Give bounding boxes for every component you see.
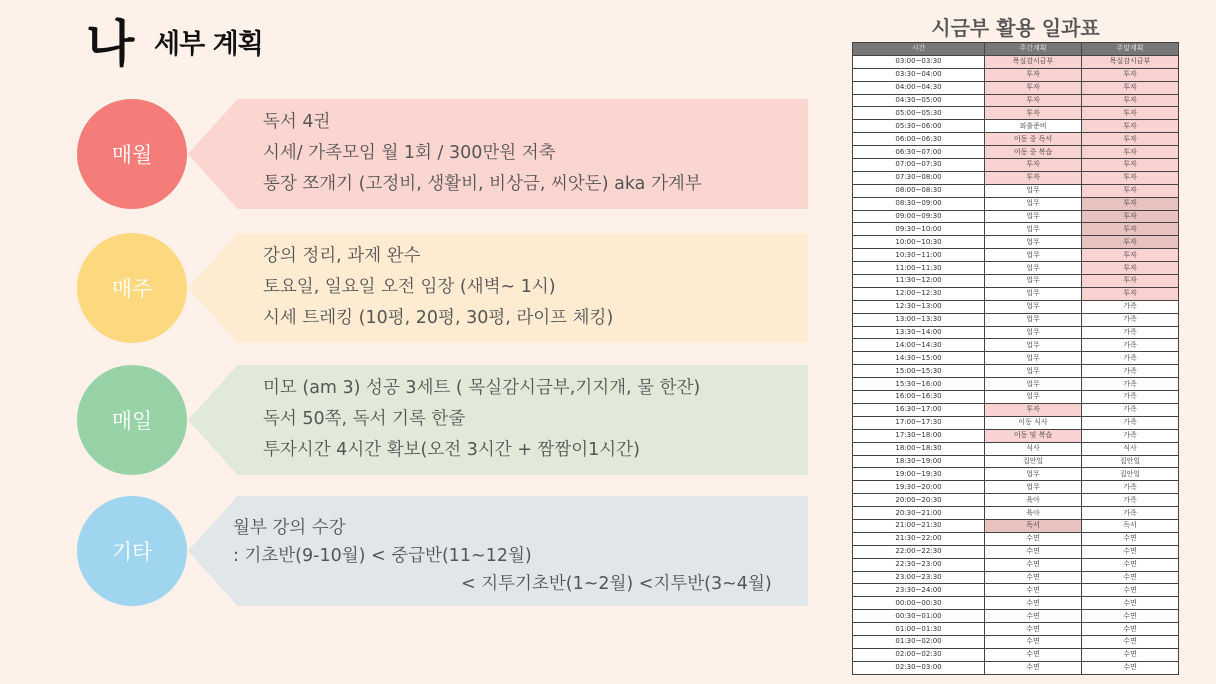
- weekend-cell: 수면: [1082, 635, 1179, 648]
- timetable-row: [853, 159, 1179, 172]
- time-cell: 17:30~18:00: [853, 429, 985, 442]
- timetable-row: [853, 571, 1179, 584]
- time-cell: 19:00~19:30: [853, 468, 985, 481]
- weekend-cell: 수면: [1082, 558, 1179, 571]
- weekend-cell: 투자: [1082, 171, 1179, 184]
- label-text: 매일: [111, 409, 153, 433]
- weekend-cell: 수면: [1082, 532, 1179, 545]
- timetable: [852, 42, 1179, 675]
- plan-lines: [233, 514, 772, 598]
- timetable-row: [853, 468, 1179, 481]
- weekend-cell: 투자: [1082, 210, 1179, 223]
- time-cell: 06:00~06:30: [853, 133, 985, 146]
- weekend-cell: 투자: [1082, 68, 1179, 81]
- weekday-cell: 업무: [985, 339, 1082, 352]
- time-cell: 15:30~16:00: [853, 378, 985, 391]
- time-cell: 15:00~15:30: [853, 365, 985, 378]
- timetable-row: [853, 107, 1179, 120]
- weekend-cell: 투자: [1082, 249, 1179, 262]
- weekend-cell: 수면: [1082, 597, 1179, 610]
- weekend-cell: 가족: [1082, 378, 1179, 391]
- weekday-cell: 수면: [985, 648, 1082, 661]
- time-cell: 04:30~05:00: [853, 94, 985, 107]
- time-cell: 08:00~08:30: [853, 184, 985, 197]
- weekend-cell: 투자: [1082, 159, 1179, 172]
- label-text: 매월: [111, 143, 153, 167]
- plan-lines: [263, 241, 613, 334]
- column-header: 주말계획: [1082, 43, 1179, 56]
- timetable-row: [853, 545, 1179, 558]
- time-cell: 17:00~17:30: [853, 416, 985, 429]
- weekend-cell: 가족: [1082, 429, 1179, 442]
- time-cell: 18:00~18:30: [853, 442, 985, 455]
- weekday-cell: 업무: [985, 481, 1082, 494]
- timetable-row: [853, 648, 1179, 661]
- timetable-row: [853, 378, 1179, 391]
- weekend-cell: 식사: [1082, 442, 1179, 455]
- time-cell: 04:00~04:30: [853, 81, 985, 94]
- plan-line: 강의 정리, 과제 완수: [263, 246, 421, 266]
- label-circle: [77, 99, 187, 209]
- weekday-cell: 업무: [985, 275, 1082, 288]
- weekend-cell: 가족: [1082, 481, 1179, 494]
- timetable-row: [853, 171, 1179, 184]
- timetable-row: [853, 249, 1179, 262]
- weekday-cell: 식사: [985, 442, 1082, 455]
- weekend-cell: 수면: [1082, 648, 1179, 661]
- plan-lines: [263, 107, 702, 200]
- time-cell: 23:00~23:30: [853, 571, 985, 584]
- weekday-cell: 수면: [985, 635, 1082, 648]
- weekday-cell: 투자: [985, 94, 1082, 107]
- column-header: 시간: [853, 43, 985, 56]
- time-cell: 20:00~20:30: [853, 494, 985, 507]
- plan-lines: [263, 373, 700, 466]
- plan-line: : 기초반(9-10월) < 중급반(11~12월): [233, 546, 532, 566]
- plan-line: 투자시간 4시간 확보(오전 3시간 + 짬짬이1시간): [263, 440, 640, 460]
- timetable-row: [853, 197, 1179, 210]
- timetable-row: [853, 558, 1179, 571]
- weekend-cell: 투자: [1082, 262, 1179, 275]
- weekend-cell: 투자: [1082, 197, 1179, 210]
- timetable-header-row: [853, 43, 1179, 56]
- weekday-cell: 수면: [985, 571, 1082, 584]
- weekday-cell: 업무: [985, 184, 1082, 197]
- weekend-cell: 가족: [1082, 300, 1179, 313]
- weekday-cell: 수면: [985, 623, 1082, 636]
- weekday-cell: 업무: [985, 236, 1082, 249]
- weekend-cell: 가족: [1082, 391, 1179, 404]
- timetable-row: [853, 403, 1179, 416]
- weekend-cell: 투자: [1082, 81, 1179, 94]
- time-cell: 22:00~22:30: [853, 545, 985, 558]
- timetable-row: [853, 519, 1179, 532]
- time-cell: 18:30~19:00: [853, 455, 985, 468]
- plan-line: 시세 트레킹 (10평, 20평, 30평, 라이프 체킹): [263, 308, 614, 328]
- weekday-cell: 이동 중 복습: [985, 146, 1082, 159]
- weekend-cell: 목실감시금부: [1082, 55, 1179, 68]
- weekday-cell: 육아: [985, 507, 1082, 520]
- weekday-cell: 수면: [985, 610, 1082, 623]
- column-header: 주간계획: [985, 43, 1082, 56]
- time-cell: 00:30~01:00: [853, 610, 985, 623]
- time-cell: 22:30~23:00: [853, 558, 985, 571]
- weekend-cell: 가족: [1082, 339, 1179, 352]
- timetable-row: [853, 68, 1179, 81]
- weekday-cell: 업무: [985, 287, 1082, 300]
- weekday-cell: 이동 식사: [985, 416, 1082, 429]
- timetable-row: [853, 339, 1179, 352]
- timetable-row: [853, 120, 1179, 133]
- time-cell: 21:30~22:00: [853, 532, 985, 545]
- timetable-row: [853, 661, 1179, 674]
- time-cell: 03:00~03:30: [853, 55, 985, 68]
- time-cell: 21:00~21:30: [853, 519, 985, 532]
- label-circle: [77, 233, 187, 343]
- time-cell: 10:00~10:30: [853, 236, 985, 249]
- weekend-cell: 투자: [1082, 275, 1179, 288]
- weekday-cell: 업무: [985, 223, 1082, 236]
- weekend-cell: 수면: [1082, 584, 1179, 597]
- weekday-cell: 이동 중 독서: [985, 133, 1082, 146]
- time-cell: 11:00~11:30: [853, 262, 985, 275]
- timetable-row: [853, 236, 1179, 249]
- timetable-row: [853, 507, 1179, 520]
- weekday-cell: 업무: [985, 326, 1082, 339]
- timetable-row: [853, 623, 1179, 636]
- time-cell: 23:30~24:00: [853, 584, 985, 597]
- weekday-cell: 수면: [985, 532, 1082, 545]
- weekend-cell: 수면: [1082, 545, 1179, 558]
- timetable-row: [853, 133, 1179, 146]
- weekend-cell: 가족: [1082, 494, 1179, 507]
- weekend-cell: 독서: [1082, 519, 1179, 532]
- timetable-row: [853, 442, 1179, 455]
- plan-line: 미모 (am 3) 성공 3세트 ( 목실감시금부,기지개, 물 한잔): [263, 378, 701, 398]
- time-cell: 20:30~21:00: [853, 507, 985, 520]
- time-cell: 14:00~14:30: [853, 339, 985, 352]
- timetable-row: [853, 210, 1179, 223]
- weekend-cell: 가족: [1082, 313, 1179, 326]
- weekday-cell: 집안일: [985, 455, 1082, 468]
- weekday-cell: 업무: [985, 365, 1082, 378]
- timetable-row: [853, 275, 1179, 288]
- weekend-cell: 수면: [1082, 571, 1179, 584]
- weekend-cell: 가족: [1082, 365, 1179, 378]
- weekend-cell: 투자: [1082, 287, 1179, 300]
- weekday-cell: 업무: [985, 391, 1082, 404]
- time-cell: 00:00~00:30: [853, 597, 985, 610]
- time-cell: 16:30~17:00: [853, 403, 985, 416]
- timetable-row: [853, 300, 1179, 313]
- weekday-cell: 수면: [985, 558, 1082, 571]
- time-cell: 01:00~01:30: [853, 623, 985, 636]
- weekday-cell: 수면: [985, 584, 1082, 597]
- weekend-cell: 가족: [1082, 352, 1179, 365]
- timetable-row: [853, 352, 1179, 365]
- time-cell: 11:30~12:00: [853, 275, 985, 288]
- weekday-cell: 투자: [985, 159, 1082, 172]
- time-cell: 08:30~09:00: [853, 197, 985, 210]
- weekday-cell: 업무: [985, 262, 1082, 275]
- plan-row-weekly: [0, 233, 820, 353]
- label-circle: [77, 496, 187, 606]
- time-cell: 02:30~03:00: [853, 661, 985, 674]
- weekend-cell: 투자: [1082, 120, 1179, 133]
- weekday-cell: 업무: [985, 210, 1082, 223]
- time-cell: 16:00~16:30: [853, 391, 985, 404]
- time-cell: 12:00~12:30: [853, 287, 985, 300]
- weekend-cell: 가족: [1082, 416, 1179, 429]
- timetable-row: [853, 94, 1179, 107]
- section-number: 나: [86, 15, 133, 73]
- weekend-cell: 수면: [1082, 661, 1179, 674]
- timetable-row: [853, 365, 1179, 378]
- time-cell: 05:30~06:00: [853, 120, 985, 133]
- plan-line: 독서 4권: [263, 112, 331, 132]
- weekend-cell: 투자: [1082, 94, 1179, 107]
- weekday-cell: 투자: [985, 171, 1082, 184]
- label-text: 매주: [111, 277, 153, 301]
- timetable-row: [853, 481, 1179, 494]
- weekend-cell: 가족: [1082, 507, 1179, 520]
- time-cell: 09:00~09:30: [853, 210, 985, 223]
- timetable-row: [853, 262, 1179, 275]
- plan-line: 토요일, 일요일 오전 임장 (새벽~ 1시): [263, 277, 556, 297]
- weekday-cell: 업무: [985, 197, 1082, 210]
- section-title: 세부 계획: [154, 29, 263, 60]
- timetable-row: [853, 223, 1179, 236]
- weekend-cell: 가족: [1082, 403, 1179, 416]
- weekend-cell: 투자: [1082, 133, 1179, 146]
- weekday-cell: 목실감시금부: [985, 55, 1082, 68]
- time-cell: 14:30~15:00: [853, 352, 985, 365]
- timetable-body: [853, 55, 1179, 674]
- time-cell: 12:30~13:00: [853, 300, 985, 313]
- weekend-cell: 집안일: [1082, 455, 1179, 468]
- weekend-cell: 투자: [1082, 223, 1179, 236]
- timetable-row: [853, 532, 1179, 545]
- weekend-cell: 투자: [1082, 184, 1179, 197]
- timetable-row: [853, 429, 1179, 442]
- weekend-cell: 투자: [1082, 107, 1179, 120]
- timetable-row: [853, 326, 1179, 339]
- label-circle: [77, 365, 187, 475]
- timetable-row: [853, 55, 1179, 68]
- timetable-row: [853, 81, 1179, 94]
- plan-line: 시세/ 가족모임 월 1회 / 300만원 저축: [263, 143, 556, 163]
- timetable-row: [853, 584, 1179, 597]
- timetable-row: [853, 597, 1179, 610]
- timetable-row: [853, 610, 1179, 623]
- timetable-row: [853, 635, 1179, 648]
- weekday-cell: 육아: [985, 494, 1082, 507]
- weekend-cell: 투자: [1082, 146, 1179, 159]
- plan-line: < 지투기초반(1~2월) <지투반(3~4월): [461, 574, 772, 594]
- time-cell: 06:30~07:00: [853, 146, 985, 159]
- timetable-row: [853, 146, 1179, 159]
- time-cell: 09:30~10:00: [853, 223, 985, 236]
- plan-line: 통장 쪼개기 (고정비, 생활비, 비상금, 씨앗돈) aka 가계부: [263, 174, 702, 194]
- timetable-row: [853, 184, 1179, 197]
- time-cell: 05:00~05:30: [853, 107, 985, 120]
- weekend-cell: 수면: [1082, 610, 1179, 623]
- weekday-cell: 외출준비: [985, 120, 1082, 133]
- timetable-row: [853, 313, 1179, 326]
- time-cell: 07:30~08:00: [853, 171, 985, 184]
- plan-line: 독서 50쪽, 독서 기록 한줄: [263, 409, 466, 429]
- timetable-row: [853, 287, 1179, 300]
- plan-row-monthly: [0, 99, 820, 219]
- weekend-cell: 수면: [1082, 623, 1179, 636]
- timetable-title: 시금부 활용 일과표: [931, 16, 1100, 40]
- weekday-cell: 투자: [985, 68, 1082, 81]
- plan-row-daily: [0, 365, 820, 485]
- weekday-cell: 투자: [985, 81, 1082, 94]
- plan-line: 월부 강의 수강: [233, 518, 346, 538]
- weekday-cell: 투자: [985, 403, 1082, 416]
- weekday-cell: 이동 및 복습: [985, 429, 1082, 442]
- weekday-cell: 업무: [985, 352, 1082, 365]
- time-cell: 07:00~07:30: [853, 159, 985, 172]
- time-cell: 02:00~02:30: [853, 648, 985, 661]
- weekday-cell: 수면: [985, 545, 1082, 558]
- weekday-cell: 업무: [985, 313, 1082, 326]
- weekend-cell: 투자: [1082, 236, 1179, 249]
- time-cell: 03:30~04:00: [853, 68, 985, 81]
- weekday-cell: 수면: [985, 661, 1082, 674]
- time-cell: 01:30~02:00: [853, 635, 985, 648]
- time-cell: 13:00~13:30: [853, 313, 985, 326]
- time-cell: 13:30~14:00: [853, 326, 985, 339]
- weekend-cell: 가족: [1082, 326, 1179, 339]
- time-cell: 10:30~11:00: [853, 249, 985, 262]
- timetable-row: [853, 391, 1179, 404]
- weekday-cell: 수면: [985, 597, 1082, 610]
- weekend-cell: 집안일: [1082, 468, 1179, 481]
- timetable-row: [853, 416, 1179, 429]
- weekday-cell: 업무: [985, 378, 1082, 391]
- timetable-row: [853, 494, 1179, 507]
- timetable-row: [853, 455, 1179, 468]
- weekday-cell: 투자: [985, 107, 1082, 120]
- weekday-cell: 업무: [985, 300, 1082, 313]
- weekday-cell: 업무: [985, 468, 1082, 481]
- weekday-cell: 업무: [985, 249, 1082, 262]
- weekday-cell: 독서: [985, 519, 1082, 532]
- label-text: 기타: [111, 540, 153, 564]
- time-cell: 19:30~20:00: [853, 481, 985, 494]
- plan-row-other: [0, 496, 820, 616]
